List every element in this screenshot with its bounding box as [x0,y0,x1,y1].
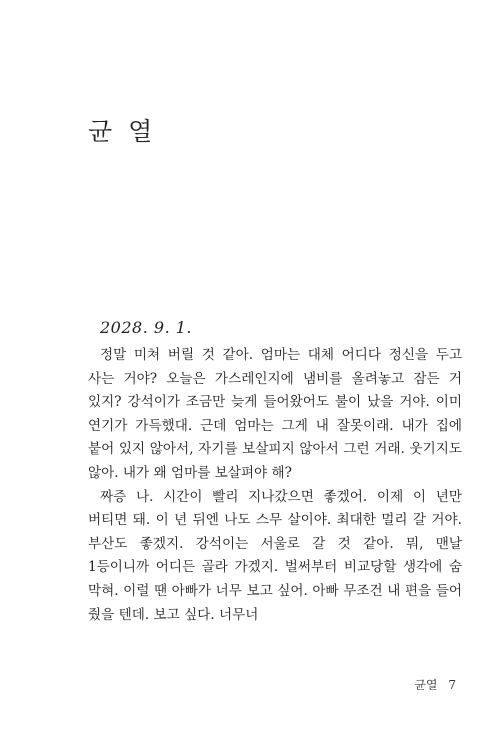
diary-entry-date: 2028. 9. 1. [100,318,193,337]
body-paragraph: 정말 미쳐 버릴 것 같아. 엄마는 대체 어디다 정신을 두고 사는 거야? 오늘은 가스레인지에 냄비를 올려놓고 잠든 거 있지? 강석이가 조금만 늦게 들어왔어도 불이 났을 거야. 이미 연기가 가득했대. 근데 엄마는 그게 내 잘못이래. 내가 집에 붙어 있지 않아서, 자기를 보살피지 않아서 그런 거래. 웃기지도 않아. 내가 왜 엄마를 보살펴야 해? [88,347,462,481]
chapter-title: 균 열 [88,117,157,146]
running-title: 균열 [414,678,438,692]
diary-entry-body [88,344,462,627]
page-number: 7 [448,678,456,692]
body-paragraph: 짜증 나. 시간이 빨리 지나갔으면 좋겠어. 이제 이 년만 버티면 돼. 이 년 뒤엔 나도 스무 살이야. 최대한 멀리 갈 거야. 부산도 좋겠지. 강석이는 서울로 갈 것 같아. 뭐, 맨날 1등이니까 어디든 골라 가겠지. 벌써부터 비교당할 생각에 숨 막혀. 이럴 땐 아빠가 너무 보고 싶어. 아빠 무조건 내 편을 들어 줬을 텐데. 보고 싶다. 너무너 [88,488,462,623]
page-footer [414,676,456,693]
